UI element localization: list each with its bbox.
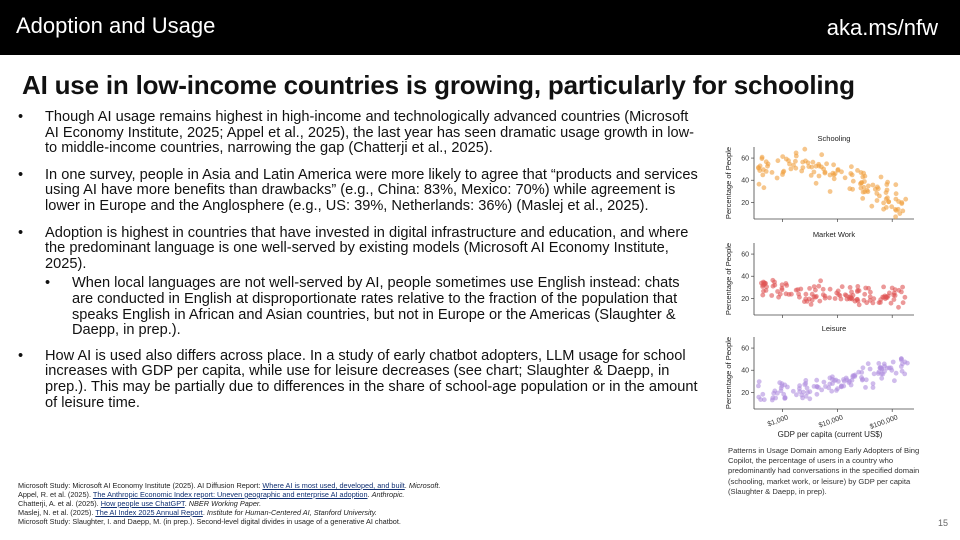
y-tick-label: 20 [741, 199, 749, 207]
data-point [833, 296, 838, 301]
bullet-item: • Though AI usage remains highest in high-income and technologically advanced countries (Microsoft AI Economy Institute, 2025; Appel et al., 2025), the last year has seen dramatic usage growth in low- to middle-income countries, narrowing the gap (Chatterji et al., 2025). [18, 110, 702, 157]
data-point [817, 299, 822, 304]
data-point [806, 164, 811, 169]
data-point [823, 384, 828, 389]
data-point [869, 204, 874, 209]
data-point [850, 297, 855, 302]
data-point [780, 286, 785, 291]
data-point [804, 394, 809, 399]
y-tick-label: 60 [741, 155, 749, 163]
data-point [861, 171, 866, 176]
data-point [757, 379, 762, 384]
data-point [849, 164, 854, 169]
data-point [903, 197, 908, 202]
data-point [848, 285, 853, 290]
figure-caption: Patterns in Usage Domain among Early Adopters of Bing Copilot, the percentage of users in a country who predominantly had conversations in the specified domain (schooling, market work, or leisure) by GDP per capita (Slaughter & Daepp, in prep). [728, 446, 920, 496]
reference-line: Appel, R. et al. (2025). The Anthropic Economic Index report: Uneven geographic and enterprise AI adoption. Anthropic. [18, 489, 405, 499]
data-point [859, 181, 864, 186]
x-tick-label: $1,000 [766, 414, 790, 429]
data-point [855, 288, 860, 293]
y-tick-label: 60 [741, 251, 749, 259]
data-point [840, 284, 845, 289]
data-point [894, 191, 899, 196]
data-point [892, 378, 897, 383]
reference-line: Chatterji, A. et al. (2025). How people use ChatGPT. NBER Working Paper. [18, 498, 262, 508]
scatter-figure [700, 125, 940, 445]
data-point [860, 196, 865, 201]
bullet-item: • In one survey, people in Asia and Latin America were more likely to agree that “products and services using AI have more benefits than drawbacks” (e.g., China: 83%, Mexico: 70%) while agreement is lower in Europe and the Anglosphere (e.g., US: 39%, Netherlands: 36%) (Maslej et al., 2025). [18, 168, 702, 215]
reference-line: Maslej, N. et al. (2025). The AI Index 2025 Annual Report. Institute for Human-Centered AI, Stanford University. [18, 507, 377, 517]
data-point [889, 301, 894, 306]
data-point [891, 293, 896, 298]
data-point [762, 185, 767, 190]
data-point [901, 300, 906, 305]
data-point [861, 190, 866, 195]
bullet-item: • Adoption is highest in countries that have invested in digital infrastructure and education, and where the predominant language is one well-served by existing models (Microsoft AI Economy Institute, 2025). [18, 226, 702, 273]
y-tick-label: 20 [741, 295, 749, 303]
data-point [879, 175, 884, 180]
x-tick-label: $10,000 [817, 414, 845, 430]
page-number: 15 [937, 518, 948, 528]
data-point [903, 295, 908, 300]
data-point [830, 381, 835, 386]
reference-link[interactable]: Where AI is most used, developed, and built [262, 481, 405, 490]
bullet-item: • How AI is used also differs across place. In a study of early chatbot adopters, LLM usage for school increases with GDP per capita, while use for leisure decreases (see chart; Slaughter & Daepp, in prep.). This may be partially due to differences in the share of school-age population or in the amount of leisure time. [18, 349, 702, 411]
data-point [868, 367, 873, 372]
data-point [756, 384, 761, 389]
data-point [778, 292, 783, 297]
data-point [828, 189, 833, 194]
data-point [843, 175, 848, 180]
data-point [894, 371, 899, 376]
data-point [799, 393, 804, 398]
data-point [798, 287, 803, 292]
bullet-list [18, 110, 702, 422]
data-point [847, 186, 852, 191]
data-point [770, 278, 775, 283]
data-point [817, 174, 822, 179]
data-point [760, 156, 765, 161]
top-banner [0, 0, 960, 55]
data-point [859, 375, 864, 380]
data-point [881, 285, 886, 290]
data-point [872, 371, 877, 376]
data-point [899, 201, 904, 206]
panel-title: Schooling [817, 134, 851, 143]
data-point [794, 154, 799, 159]
data-point [889, 366, 894, 371]
section-title: Adoption and Usage [16, 13, 216, 38]
data-point [807, 286, 812, 291]
data-point [776, 158, 781, 163]
data-point [802, 382, 807, 387]
y-axis-label: Percentage of People [724, 242, 733, 316]
data-point [761, 167, 766, 172]
scatter-chart [700, 125, 940, 445]
data-point [893, 214, 898, 219]
reference-link[interactable]: The Anthropic Economic Index report: Uneven geographic and enterprise AI adoption [92, 489, 368, 499]
data-point [760, 392, 765, 397]
data-point [871, 296, 876, 301]
y-axis-label: Percentage of People [724, 146, 733, 220]
reference-link[interactable]: The AI Index 2025 Annual Report [95, 507, 203, 517]
data-point [841, 384, 846, 389]
reference-line: Microsoft Study: Slaughter, I. and Daepp, M. (in prep.). Second-level digital divides in usage of a generative AI chatbot. [18, 516, 401, 526]
data-point [881, 201, 886, 206]
data-point [760, 173, 765, 178]
data-point [877, 194, 882, 199]
reference-line: Microsoft Study: Microsoft AI Economy Institute (2025). AI Diffusion Report: Where AI is most used, developed, and built. Microsoft. [18, 481, 441, 490]
data-point [822, 380, 827, 385]
data-point [770, 396, 775, 401]
y-tick-label: 20 [741, 389, 749, 397]
y-axis-label: Percentage of People [724, 336, 733, 410]
data-point [882, 362, 887, 367]
data-point [780, 172, 785, 177]
data-point [809, 302, 814, 307]
data-point [769, 293, 774, 298]
data-point [831, 162, 836, 167]
data-point [763, 281, 768, 286]
data-point [780, 154, 785, 159]
data-point [845, 297, 850, 302]
data-point [758, 164, 763, 169]
data-point [866, 361, 871, 366]
data-point [799, 169, 804, 174]
data-point [877, 300, 882, 305]
data-point [782, 396, 787, 401]
data-point [794, 288, 799, 293]
panel-title: Market Work [812, 230, 856, 239]
data-point [812, 384, 817, 389]
data-point [856, 370, 861, 375]
references [18, 482, 718, 527]
data-point [897, 211, 902, 216]
data-point [757, 182, 762, 187]
data-point [816, 385, 821, 390]
data-point [839, 297, 844, 302]
data-point [823, 171, 828, 176]
data-point [804, 292, 809, 297]
data-point [881, 372, 886, 377]
data-point [885, 188, 890, 193]
data-point [802, 147, 807, 152]
data-point [864, 300, 869, 305]
data-point [821, 167, 826, 172]
data-point [863, 385, 868, 390]
data-point [784, 283, 789, 288]
data-point [881, 207, 886, 212]
data-point [855, 168, 860, 173]
data-point [851, 179, 856, 184]
data-point [836, 167, 841, 172]
data-point [873, 187, 878, 192]
data-point [879, 376, 884, 381]
data-point [787, 292, 792, 297]
data-point [815, 392, 820, 397]
data-point [827, 295, 832, 300]
y-tick-label: 40 [741, 177, 749, 185]
x-axis-label: GDP per capita (current US$) [777, 430, 883, 439]
data-point [770, 170, 775, 175]
data-point [861, 365, 866, 370]
data-point [766, 162, 771, 167]
header-link[interactable]: aka.ms/nfw [826, 15, 938, 40]
data-point [789, 167, 794, 172]
data-point [855, 297, 860, 302]
data-point [899, 358, 904, 363]
data-point [818, 278, 823, 283]
data-point [794, 392, 799, 397]
x-tick-label: $100,000 [869, 414, 899, 431]
data-point [821, 287, 826, 292]
data-point [814, 378, 819, 383]
data-point [777, 380, 782, 385]
data-point [782, 383, 787, 388]
data-point [896, 305, 901, 310]
data-point [850, 173, 855, 178]
data-point [897, 288, 902, 293]
data-point [878, 365, 883, 370]
data-point [866, 189, 871, 194]
y-tick-label: 40 [741, 273, 749, 281]
data-point [813, 288, 818, 293]
slide-title: AI use in low-income countries is growing, particularly for schooling [22, 70, 855, 100]
data-point [824, 161, 829, 166]
data-point [891, 360, 896, 365]
data-point [833, 171, 838, 176]
y-tick-label: 40 [741, 367, 749, 375]
data-point [876, 361, 881, 366]
data-point [834, 388, 839, 393]
data-point [772, 283, 777, 288]
data-point [814, 181, 819, 186]
data-point [823, 294, 828, 299]
data-point [876, 371, 881, 376]
data-point [811, 160, 816, 165]
data-point [881, 295, 886, 300]
data-point [836, 292, 841, 297]
data-point [899, 364, 904, 369]
data-point [816, 284, 821, 289]
data-point [893, 182, 898, 187]
data-point [849, 290, 854, 295]
reference-link[interactable]: How people use ChatGPT [100, 498, 185, 508]
data-point [868, 290, 873, 295]
data-point [819, 152, 824, 157]
data-point [756, 395, 761, 400]
data-point [852, 373, 857, 378]
data-point [871, 381, 876, 386]
data-point [896, 207, 901, 212]
data-point [807, 297, 812, 302]
data-point [900, 285, 905, 290]
sub-bullet-item: • When local languages are not well-served by AI, people sometimes use English instead: chats are conducted in English at disproportionate rates relative to the fraction of the population that speaks English in African and Asian countries, but not in Europe or the Americas (Slaughter & Daepp, in prep.). [45, 276, 702, 338]
data-point [886, 199, 891, 204]
data-point [828, 376, 833, 381]
data-point [809, 173, 814, 178]
data-point [842, 379, 847, 384]
data-point [862, 292, 867, 297]
data-point [875, 198, 880, 203]
data-point [866, 184, 871, 189]
data-point [814, 164, 819, 169]
data-point [871, 183, 876, 188]
data-point [847, 380, 852, 385]
data-point [803, 159, 808, 164]
data-point [761, 289, 766, 294]
panel-title: Leisure [821, 324, 847, 333]
data-point [775, 176, 780, 181]
data-point [813, 295, 818, 300]
y-tick-label: 60 [741, 345, 749, 353]
data-point [885, 180, 890, 185]
data-point [828, 287, 833, 292]
data-point [902, 372, 907, 377]
data-point [771, 391, 776, 396]
data-point [797, 386, 802, 391]
data-point [833, 378, 838, 383]
